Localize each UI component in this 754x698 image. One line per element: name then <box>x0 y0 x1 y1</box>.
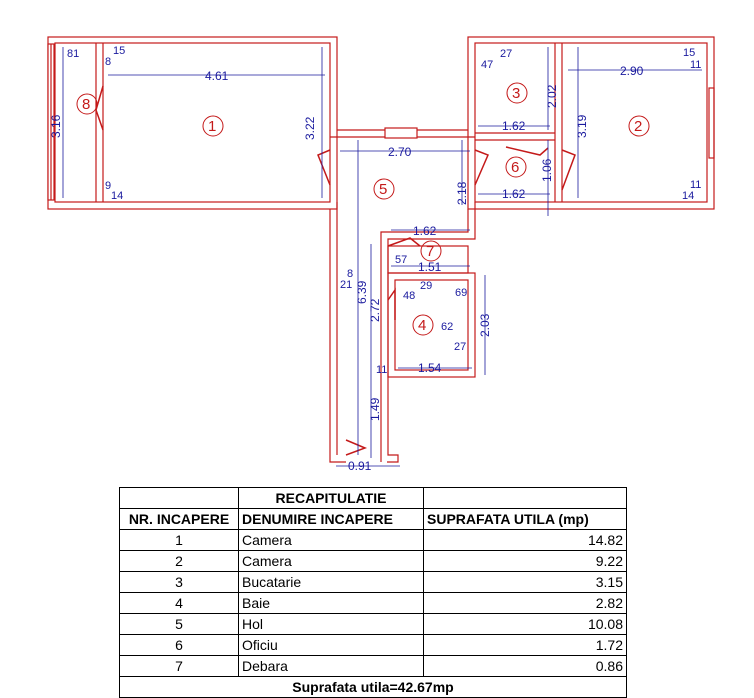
dim-label: 9 <box>105 180 112 192</box>
dim-label: 47 <box>481 59 494 71</box>
dim-label: 2.72 <box>368 298 382 322</box>
dim-label: 3.16 <box>49 114 63 138</box>
room-nr: 2 <box>120 551 239 572</box>
dim-label: 1.62 <box>413 224 437 238</box>
dim-label: 3.19 <box>575 114 589 138</box>
room-name: Debara <box>239 656 424 677</box>
dim-label: 27 <box>454 341 467 353</box>
table-row <box>120 530 627 551</box>
dim-label: 14 <box>111 190 124 202</box>
table-row <box>120 551 627 572</box>
dim-label: 1.51 <box>418 260 442 274</box>
table-footer <box>120 677 627 698</box>
room-nr: 4 <box>120 593 239 614</box>
room-name: Camera <box>239 551 424 572</box>
room-nr: 7 <box>120 656 239 677</box>
dim-label: 48 <box>403 290 416 302</box>
dim-label: 81 <box>67 48 80 60</box>
dim-label: 2.02 <box>545 84 559 108</box>
table-row <box>120 635 627 656</box>
column-header: DENUMIRE INCAPERE <box>239 509 424 530</box>
dim-label: 8 <box>347 268 354 280</box>
room-number: 2 <box>634 118 643 135</box>
room-name: Hol <box>239 614 424 635</box>
dim-label: 1.06 <box>540 158 554 182</box>
dim-label: 69 <box>455 287 468 299</box>
room-name: Baie <box>239 593 424 614</box>
room-area: 1.72 <box>424 635 627 656</box>
room-area: 0.86 <box>424 656 627 677</box>
room-nr: 6 <box>120 635 239 656</box>
dim-label: 1.54 <box>418 361 442 375</box>
dim-label: 2.18 <box>455 181 469 205</box>
dim-label: 11 <box>690 179 702 191</box>
room-name: Oficiu <box>239 635 424 656</box>
dim-label: 2.70 <box>388 145 412 159</box>
table-corner <box>424 488 627 509</box>
room-area: 3.15 <box>424 572 627 593</box>
room-number: 7 <box>426 243 435 260</box>
room-nr: 3 <box>120 572 239 593</box>
dim-label: 27 <box>500 48 513 60</box>
room-number: 5 <box>379 181 388 198</box>
dim-label: 62 <box>441 321 454 333</box>
dim-label: 57 <box>395 254 408 266</box>
room-area: 14.82 <box>424 530 627 551</box>
total-area: Suprafata utila=42.67mp <box>120 677 627 698</box>
dim-label: 29 <box>420 280 433 292</box>
dim-label: 1.62 <box>502 187 526 201</box>
room-number: 6 <box>511 159 520 176</box>
dim-label: 2.03 <box>478 313 492 337</box>
recapitulation-table <box>119 487 627 698</box>
room-number: 1 <box>208 118 217 135</box>
column-header: SUPRAFATA UTILA (mp) <box>424 509 627 530</box>
dim-label: 3.22 <box>303 116 317 140</box>
dim-label: 11 <box>376 364 388 376</box>
dim-label: 21 <box>340 279 353 291</box>
table-corner <box>120 488 239 509</box>
dim-label: 1.62 <box>502 119 526 133</box>
room-area: 9.22 <box>424 551 627 572</box>
dim-label: 2.90 <box>620 64 644 78</box>
table-title: RECAPITULATIE <box>239 488 424 509</box>
dim-label: 15 <box>113 45 126 57</box>
room-nr: 1 <box>120 530 239 551</box>
table-row <box>120 656 627 677</box>
room-number: 8 <box>82 96 91 113</box>
dim-label: 4.61 <box>205 69 229 83</box>
table-row <box>120 572 627 593</box>
table-row <box>120 593 627 614</box>
dim-label: 6.39 <box>355 280 369 304</box>
room-nr: 5 <box>120 614 239 635</box>
room-area: 10.08 <box>424 614 627 635</box>
dim-label: 15 <box>683 47 696 59</box>
room-name: Camera <box>239 530 424 551</box>
column-header: NR. INCAPERE <box>120 509 239 530</box>
room-number: 4 <box>418 317 427 334</box>
dim-label: 8 <box>105 56 112 68</box>
dim-label: 14 <box>682 190 695 202</box>
dim-label: 11 <box>690 59 702 71</box>
room-name: Bucatarie <box>239 572 424 593</box>
room-area: 2.82 <box>424 593 627 614</box>
room-number: 3 <box>512 85 521 102</box>
dim-label: 1.49 <box>368 397 382 421</box>
table-row <box>120 614 627 635</box>
dim-label: 0.91 <box>348 459 372 473</box>
